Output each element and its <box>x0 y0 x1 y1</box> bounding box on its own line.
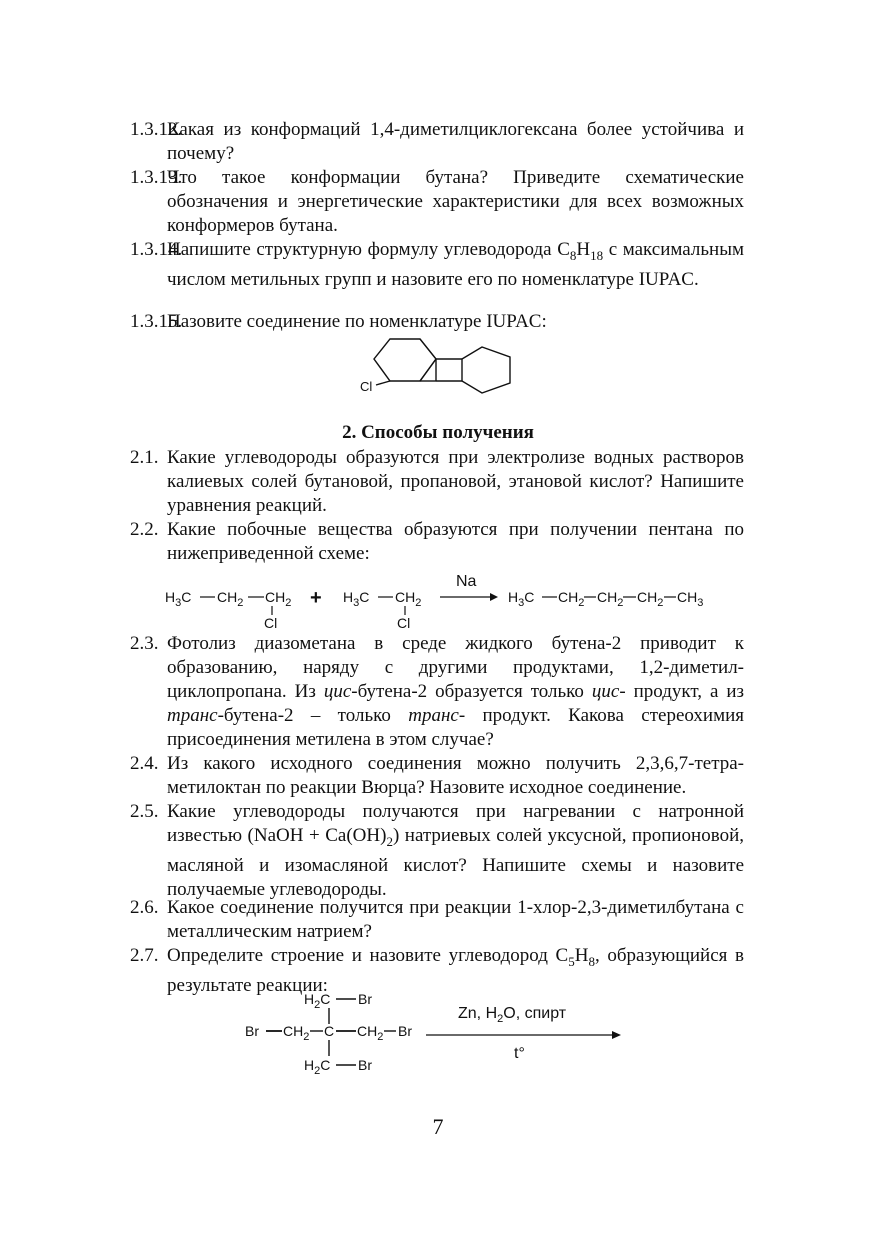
svg-text:H2C: $H_2C$ <box>304 1057 331 1077</box>
svg-text:Br: Br <box>358 1057 372 1073</box>
svg-text:C: C <box>324 1023 335 1039</box>
svg-text:CH2: $CH_2$ <box>637 589 664 609</box>
question-1-3-14 <box>130 238 744 292</box>
question-text: Назовите соединение по номенклатуре IUPAC: <box>167 311 547 332</box>
pentagon-ring <box>462 347 510 393</box>
svg-text:CH2: $CH_2$ <box>395 589 422 609</box>
svg-text:H3C: $H_3C$ <box>343 589 370 609</box>
hexagon-ring <box>374 339 436 381</box>
question-2-2 <box>130 518 744 566</box>
svg-text:CH2: $CH_2$ <box>217 589 244 609</box>
reagent-label: Na <box>456 573 477 590</box>
question-text: Какое соединение получится при реакции 1-хлор-2,3-диметилбутана с металлическим натрием? <box>167 897 744 942</box>
question-1-3-13 <box>130 166 744 238</box>
question-number: 2.7. <box>130 945 159 966</box>
reaction-scheme-2 <box>240 988 640 1078</box>
svg-text:Cl: Cl <box>397 615 411 631</box>
svg-text:H2C: $H_2C$ <box>304 991 331 1011</box>
svg-text:H3C: $H_3C$ <box>508 589 535 609</box>
page-number: 7 <box>432 1114 444 1139</box>
question-number: 1.3.13. <box>130 167 183 188</box>
condition-label: t° <box>514 1045 525 1062</box>
question-2-5 <box>130 800 744 902</box>
section-title: 2. Способы получения <box>342 422 534 443</box>
question-text: Определите строение и назовите углеводород $C_5H_8$, образующийся в результате реакции: <box>167 945 744 996</box>
reaction-scheme-1 <box>160 566 760 632</box>
question-number: 2.6. <box>130 897 159 918</box>
svg-text:Cl: Cl <box>264 615 278 631</box>
question-text: Какие углеводороды образуются при электролизе водных растворов калиевых солей бутановой, пропановой, этановой кислот? Напишите уравнения реакций. <box>167 447 744 516</box>
question-text: Какие углеводороды получаются при нагревании с натронной известью (NaOH + $Ca(OH)_2$) натриевых солей уксусной, пропионовой, масляной и изомасляной кислот? Напишите схемы и назовите получаемые углеводороды. <box>167 801 744 900</box>
question-text: Фотолиз диазометана в среде жидкого бутена-2 приводит к образованию, наряду с другими продуктами, 1,2-диметил-циклопропана. Из цис-бутена-2 образуется только цис- продукт, а из транс-бутена-2 – только транс- продукт. Какова стереохимия присоединения метилена в этом случае? <box>167 633 745 750</box>
plus-sign: + <box>310 587 322 609</box>
question-2-3 <box>130 632 744 752</box>
svg-text:CH2: $CH_2$ <box>597 589 624 609</box>
question-text: Какие побочные вещества образуются при получении пентана по нижеприведенной схеме: <box>167 519 744 564</box>
question-number: 2.1. <box>130 447 159 468</box>
svg-text:Br: Br <box>245 1023 259 1039</box>
question-number: 1.3.15. <box>130 311 183 332</box>
question-text: Что такое конформации бутана? Приведите схематические обозначения и энергетические характеристики для всех возможных конформеров бутана. <box>167 167 744 236</box>
svg-text:Br: Br <box>398 1023 412 1039</box>
question-number: 1.3.14. <box>130 239 183 260</box>
structure-tricyclic <box>350 335 530 405</box>
question-number: 2.3. <box>130 633 159 654</box>
svg-text:CH2: $CH_2$ <box>283 1023 310 1043</box>
question-1-3-15 <box>130 310 744 334</box>
svg-text:CH2: $CH_2$ <box>357 1023 384 1043</box>
svg-text:CH3: $CH_3$ <box>677 589 704 609</box>
question-number: 2.2. <box>130 519 159 540</box>
svg-text:Br: Br <box>358 991 372 1007</box>
question-2-4 <box>130 752 744 800</box>
question-2-6 <box>130 896 744 944</box>
svg-text:CH2: $CH_2$ <box>265 589 292 609</box>
question-number: 2.5. <box>130 801 159 822</box>
question-text: Напишите структурную формулу углеводорода $C_8H_{18}$ с максимальным числом метильных групп и назовите его по номенклатуре IUPAC. <box>167 239 745 290</box>
svg-text:H3C: $H_3C$ <box>165 589 192 609</box>
chlorine-label: Cl <box>360 379 373 394</box>
question-2-1 <box>130 446 744 518</box>
svg-text:CH2: $CH_2$ <box>558 589 585 609</box>
question-number: 2.4. <box>130 753 159 774</box>
question-text: Какая из конформаций 1,4-диметилциклогексана более устойчива и почему? <box>167 119 744 164</box>
question-text: Из какого исходного соединения можно получить 2,3,6,7-тетра-метилоктан по реакции Вюрца? Назовите исходное соединение. <box>167 753 744 798</box>
question-1-3-12 <box>130 118 744 166</box>
reagent-label: Zn, $H_2O$, спирт <box>458 1005 567 1025</box>
question-number: 1.3.12. <box>130 119 183 140</box>
